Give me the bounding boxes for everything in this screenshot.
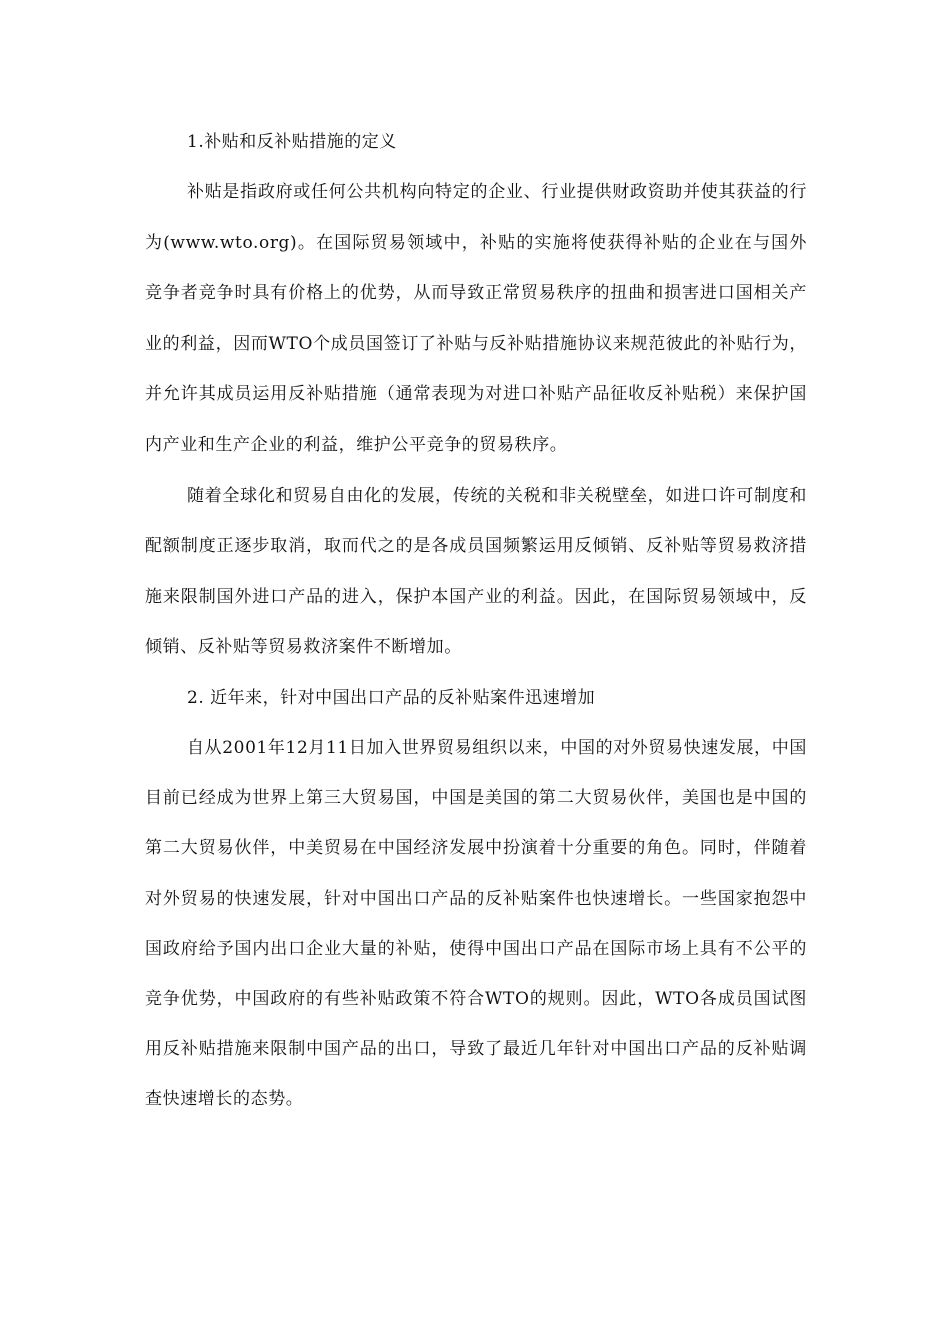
paragraph-subsidy-definition: 补贴是指政府或任何公共机构向特定的企业、行业提供财政资助并使其获益的行为(www.wto.org)。在国际贸易领域中，补贴的实施将使获得补贴的企业在与国外竞争者竞争时具有价格上的优势，从而导致正常贸易秩序的扭曲和损害进口国相关产业的利益，因而WTO个成员国签订了补贴与反补贴措施协议来规范彼此的补贴行为，并允许其成员运用反补贴措施（通常表现为对进口补贴产品征收反补贴税）来保护国内产业和生产企业的利益，维护公平竞争的贸易秩序。: [145, 182, 807, 455]
section-heading-2: 2. 近年来，针对中国出口产品的反补贴案件迅速增加: [187, 687, 596, 708]
section-heading-1: 1.补贴和反补贴措施的定义: [187, 132, 397, 152]
document-body: [145, 117, 807, 1125]
paragraph-trade-liberalization: 随着全球化和贸易自由化的发展，传统的关税和非关税壁垒，如进口许可制度和配额制度正逐步取消，取而代之的是各成员国频繁运用反倾销、反补贴等贸易救济措施来限制国外进口产品的进入，保护本国产业的利益。因此，在国际贸易领域中，反倾销、反补贴等贸易救济案件不断增加。: [145, 485, 807, 658]
paragraph-china-trade: 自从2001年12月11日加入世界贸易组织以来，中国的对外贸易快速发展，中国目前已经成为世界上第三大贸易国，中国是美国的第二大贸易伙伴，美国也是中国的第二大贸易伙伴，中美贸易在中国经济发展中扮演着十分重要的角色。同时，伴随着对外贸易的快速发展，针对中国出口产品的反补贴案件也快速增长。一些国家抱怨中国政府给予国内出口企业大量的补贴，使得中国出口产品在国际市场上具有不公平的竞争优势，中国政府的有些补贴政策不符合WTO的规则。因此，WTO各成员国试图用反补贴措施来限制中国产品的出口，导致了最近几年针对中国出口产品的反补贴调查快速增长的态势。: [145, 737, 807, 1110]
